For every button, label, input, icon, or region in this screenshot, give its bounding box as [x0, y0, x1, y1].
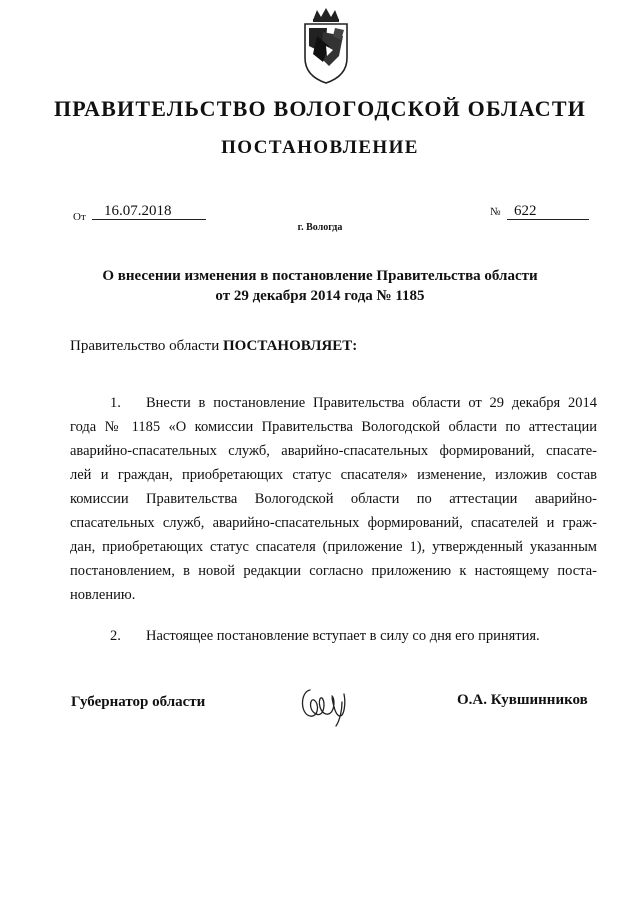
- number-prefix: №: [490, 206, 501, 218]
- item-line: года № 1185 «О комиссии Правительства Вологодской области по аттестации: [70, 419, 597, 435]
- item-line: аварийно-спасательных служб, аварийно-спасательных формирований, спасате-: [70, 443, 597, 459]
- city: г. Вологда: [297, 222, 343, 233]
- resolution-item-2: [70, 624, 597, 648]
- signatory-name: О.А. Кувшинников: [457, 692, 588, 708]
- item-number: 2.: [110, 628, 121, 644]
- preamble: [70, 338, 357, 355]
- coat-of-arms-icon: [299, 6, 353, 86]
- item-text: Настоящее постановление вступает в силу со дня его принятия.: [146, 628, 540, 644]
- item-line: лей и граждан, приобретающих статус спасателя» изменение, изложив состав: [70, 467, 597, 483]
- item-line: комиссии Правительства Вологодской области по аттестации аварийно-: [70, 491, 597, 507]
- government-title: ПРАВИТЕЛЬСТВО ВОЛОГОДСКОЙ ОБЛАСТИ: [53, 96, 587, 121]
- handwritten-signature-icon: [296, 680, 354, 728]
- item-line: спасательных служб, аварийно-спасательных формирований, спасателей и граж-: [70, 515, 597, 531]
- document-number: 622: [514, 203, 537, 219]
- document-date: 16.07.2018: [104, 203, 172, 219]
- resolution-item-1: [70, 391, 597, 607]
- preamble-subject: Правительство области: [70, 338, 220, 354]
- item-line: новлению.: [70, 587, 136, 603]
- date-prefix: От: [73, 211, 86, 223]
- preamble-verb: ПОСТАНОВЛЯЕТ:: [222, 338, 358, 354]
- item-number: 1.: [110, 395, 121, 411]
- signatory-role: Губернатор области: [71, 694, 206, 710]
- subject-line-2: от 29 декабря 2014 года № 1185: [215, 288, 425, 304]
- document-type: ПОСТАНОВЛЕНИЕ: [221, 137, 419, 158]
- item-line: постановлением, в новой редакции согласно приложению к настоящему поста-: [70, 563, 597, 579]
- subject-line-1: О внесении изменения в постановление Правительства области: [102, 268, 538, 284]
- document-subject: [60, 266, 580, 306]
- item-line: дан, приобретающих статус спасателя (приложение 1), утвержденный указанным: [70, 539, 597, 555]
- item-line: Внести в постановление Правительства области от 29 декабря 2014: [146, 395, 597, 411]
